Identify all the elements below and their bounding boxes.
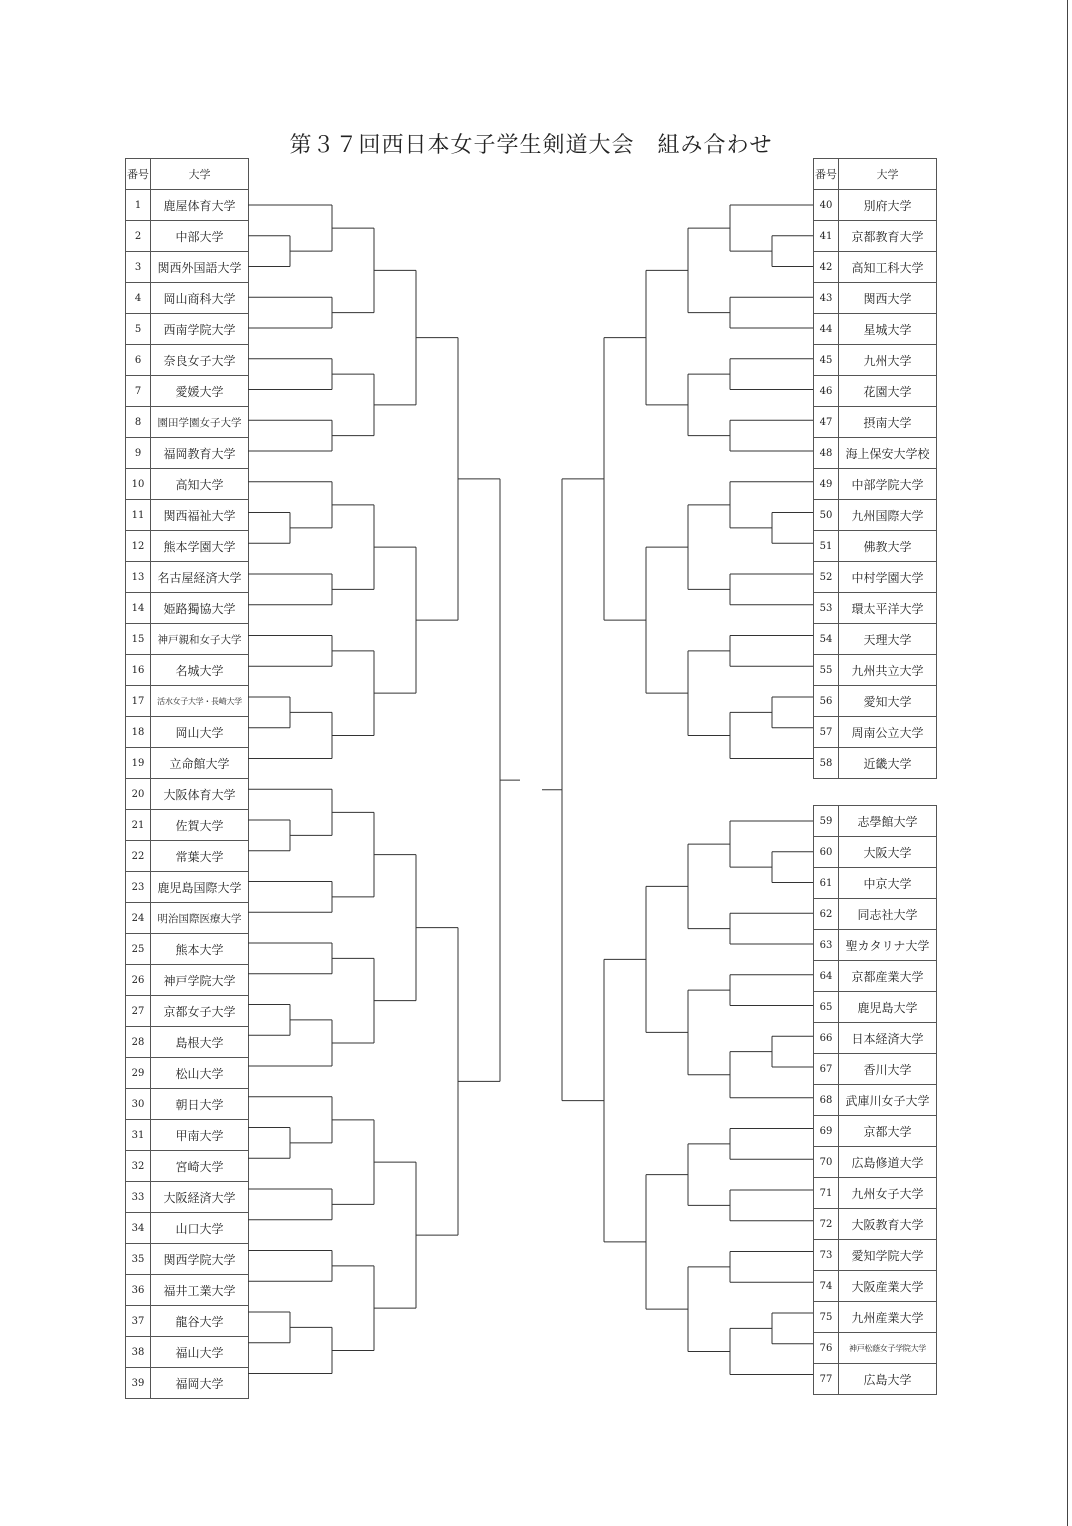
team-university: 西南学院大学 <box>151 314 249 345</box>
team-university: 名古屋経済大学 <box>151 562 249 593</box>
team-university: 福山大学 <box>151 1337 249 1368</box>
team-number: 11 <box>126 500 151 531</box>
team-university: 志學館大学 <box>839 806 937 837</box>
team-number: 15 <box>126 624 151 655</box>
team-university: 岡山商科大学 <box>151 283 249 314</box>
team-university: 神戸松蔭女子学院大学 <box>839 1333 937 1364</box>
team-number: 74 <box>814 1271 839 1302</box>
team-university: 近畿大学 <box>839 748 937 779</box>
team-university: 佐賀大学 <box>151 810 249 841</box>
team-number: 12 <box>126 531 151 562</box>
team-number: 23 <box>126 872 151 903</box>
number-header: 番号 <box>126 159 151 190</box>
team-number: 6 <box>126 345 151 376</box>
team-number: 71 <box>814 1178 839 1209</box>
team-number: 14 <box>126 593 151 624</box>
team-number: 18 <box>126 717 151 748</box>
team-university: 香川大学 <box>839 1054 937 1085</box>
team-university: 龍谷大学 <box>151 1306 249 1337</box>
team-number: 67 <box>814 1054 839 1085</box>
team-university: 九州女子大学 <box>839 1178 937 1209</box>
team-university: 広島修道大学 <box>839 1147 937 1178</box>
team-university: 大阪産業大学 <box>839 1271 937 1302</box>
team-university: 松山大学 <box>151 1058 249 1089</box>
team-number: 29 <box>126 1058 151 1089</box>
team-number: 58 <box>814 748 839 779</box>
team-university: 武庫川女子大学 <box>839 1085 937 1116</box>
team-number: 53 <box>814 593 839 624</box>
team-university: 大阪教育大学 <box>839 1209 937 1240</box>
team-university: 高知工科大学 <box>839 252 937 283</box>
team-university: 愛媛大学 <box>151 376 249 407</box>
team-number: 62 <box>814 899 839 930</box>
team-number: 32 <box>126 1151 151 1182</box>
team-number: 26 <box>126 965 151 996</box>
team-university: 九州国際大学 <box>839 500 937 531</box>
team-number: 22 <box>126 841 151 872</box>
team-university: 熊本大学 <box>151 934 249 965</box>
team-number: 38 <box>126 1337 151 1368</box>
team-number: 28 <box>126 1027 151 1058</box>
team-number: 69 <box>814 1116 839 1147</box>
team-number: 55 <box>814 655 839 686</box>
team-university: 周南公立大学 <box>839 717 937 748</box>
number-header: 番号 <box>814 159 839 190</box>
team-number: 3 <box>126 252 151 283</box>
team-university: 九州大学 <box>839 345 937 376</box>
team-university: 甲南大学 <box>151 1120 249 1151</box>
team-university: 岡山大学 <box>151 717 249 748</box>
team-university: 常葉大学 <box>151 841 249 872</box>
team-university: 関西外国語大学 <box>151 252 249 283</box>
team-university: 星城大学 <box>839 314 937 345</box>
team-number: 27 <box>126 996 151 1027</box>
team-number: 19 <box>126 748 151 779</box>
team-number: 36 <box>126 1275 151 1306</box>
team-number: 25 <box>126 934 151 965</box>
team-number: 42 <box>814 252 839 283</box>
team-university: 九州産業大学 <box>839 1302 937 1333</box>
team-university: 中部大学 <box>151 221 249 252</box>
team-number: 2 <box>126 221 151 252</box>
page-title: 第３７回西日本女子学生剣道大会 組み合わせ <box>289 133 773 158</box>
team-university: 朝日大学 <box>151 1089 249 1120</box>
team-number: 41 <box>814 221 839 252</box>
team-number: 9 <box>126 438 151 469</box>
team-number: 57 <box>814 717 839 748</box>
team-number: 7 <box>126 376 151 407</box>
team-number: 10 <box>126 469 151 500</box>
team-number: 13 <box>126 562 151 593</box>
team-university: 立命館大学 <box>151 748 249 779</box>
team-number: 77 <box>814 1364 839 1395</box>
team-number: 68 <box>814 1085 839 1116</box>
team-university: 京都女子大学 <box>151 996 249 1027</box>
team-university: 中京大学 <box>839 868 937 899</box>
team-university: 神戸学院大学 <box>151 965 249 996</box>
team-university: 摂南大学 <box>839 407 937 438</box>
team-university: 姫路獨協大学 <box>151 593 249 624</box>
team-number: 35 <box>126 1244 151 1275</box>
team-university: 鹿児島大学 <box>839 992 937 1023</box>
team-university: 福岡教育大学 <box>151 438 249 469</box>
team-university: 園田学園女子大学 <box>151 407 249 438</box>
team-number: 16 <box>126 655 151 686</box>
team-number: 48 <box>814 438 839 469</box>
team-university: 関西大学 <box>839 283 937 314</box>
team-number: 30 <box>126 1089 151 1120</box>
team-university: 海上保安大学校 <box>839 438 937 469</box>
team-university: 日本経済大学 <box>839 1023 937 1054</box>
team-number: 66 <box>814 1023 839 1054</box>
team-university: 奈良女子大学 <box>151 345 249 376</box>
team-university: 天理大学 <box>839 624 937 655</box>
team-university: 活水女子大学・長崎大学 <box>151 686 249 717</box>
team-university: 高知大学 <box>151 469 249 500</box>
team-number: 76 <box>814 1333 839 1364</box>
team-university: 佛教大学 <box>839 531 937 562</box>
team-number: 44 <box>814 314 839 345</box>
team-number: 5 <box>126 314 151 345</box>
team-number: 59 <box>814 806 839 837</box>
team-number: 1 <box>126 190 151 221</box>
team-university: 熊本学園大学 <box>151 531 249 562</box>
team-number: 40 <box>814 190 839 221</box>
team-university: 鹿屋体育大学 <box>151 190 249 221</box>
team-university: 名城大学 <box>151 655 249 686</box>
team-university: 環太平洋大学 <box>839 593 937 624</box>
team-university: 宮崎大学 <box>151 1151 249 1182</box>
team-university: 鹿児島国際大学 <box>151 872 249 903</box>
team-university: 広島大学 <box>839 1364 937 1395</box>
team-number: 8 <box>126 407 151 438</box>
team-number: 64 <box>814 961 839 992</box>
team-university: 九州共立大学 <box>839 655 937 686</box>
team-university: 京都産業大学 <box>839 961 937 992</box>
team-university: 京都教育大学 <box>839 221 937 252</box>
team-number: 45 <box>814 345 839 376</box>
team-number: 33 <box>126 1182 151 1213</box>
team-number: 31 <box>126 1120 151 1151</box>
team-university: 中部学院大学 <box>839 469 937 500</box>
team-number: 4 <box>126 283 151 314</box>
team-university: 福岡大学 <box>151 1368 249 1399</box>
university-header: 大学 <box>151 159 249 190</box>
team-number: 37 <box>126 1306 151 1337</box>
team-university: 関西学院大学 <box>151 1244 249 1275</box>
team-university: 中村学園大学 <box>839 562 937 593</box>
team-number: 63 <box>814 930 839 961</box>
team-number: 20 <box>126 779 151 810</box>
team-number: 46 <box>814 376 839 407</box>
team-university: 神戸親和女子大学 <box>151 624 249 655</box>
team-number: 39 <box>126 1368 151 1399</box>
team-number: 50 <box>814 500 839 531</box>
team-university: 愛知学院大学 <box>839 1240 937 1271</box>
team-university: 同志社大学 <box>839 899 937 930</box>
team-number: 24 <box>126 903 151 934</box>
team-number: 51 <box>814 531 839 562</box>
page-edge-line <box>1067 0 1068 1526</box>
team-university: 聖カタリナ大学 <box>839 930 937 961</box>
team-university: 愛知大学 <box>839 686 937 717</box>
team-university: 京都大学 <box>839 1116 937 1147</box>
team-number: 75 <box>814 1302 839 1333</box>
university-header: 大学 <box>839 159 937 190</box>
team-number: 54 <box>814 624 839 655</box>
team-number: 43 <box>814 283 839 314</box>
team-number: 49 <box>814 469 839 500</box>
team-number: 17 <box>126 686 151 717</box>
team-university: 花園大学 <box>839 376 937 407</box>
team-university: 関西福祉大学 <box>151 500 249 531</box>
team-number: 47 <box>814 407 839 438</box>
team-university: 大阪体育大学 <box>151 779 249 810</box>
team-university: 山口大学 <box>151 1213 249 1244</box>
team-number: 56 <box>814 686 839 717</box>
team-number: 70 <box>814 1147 839 1178</box>
team-number: 21 <box>126 810 151 841</box>
team-university: 別府大学 <box>839 190 937 221</box>
team-university: 大阪大学 <box>839 837 937 868</box>
team-university: 島根大学 <box>151 1027 249 1058</box>
team-number: 34 <box>126 1213 151 1244</box>
team-number: 61 <box>814 868 839 899</box>
team-university: 明治国際医療大学 <box>151 903 249 934</box>
team-number: 52 <box>814 562 839 593</box>
team-number: 73 <box>814 1240 839 1271</box>
team-number: 72 <box>814 1209 839 1240</box>
team-number: 65 <box>814 992 839 1023</box>
team-university: 福井工業大学 <box>151 1275 249 1306</box>
team-university: 大阪経済大学 <box>151 1182 249 1213</box>
team-number: 60 <box>814 837 839 868</box>
